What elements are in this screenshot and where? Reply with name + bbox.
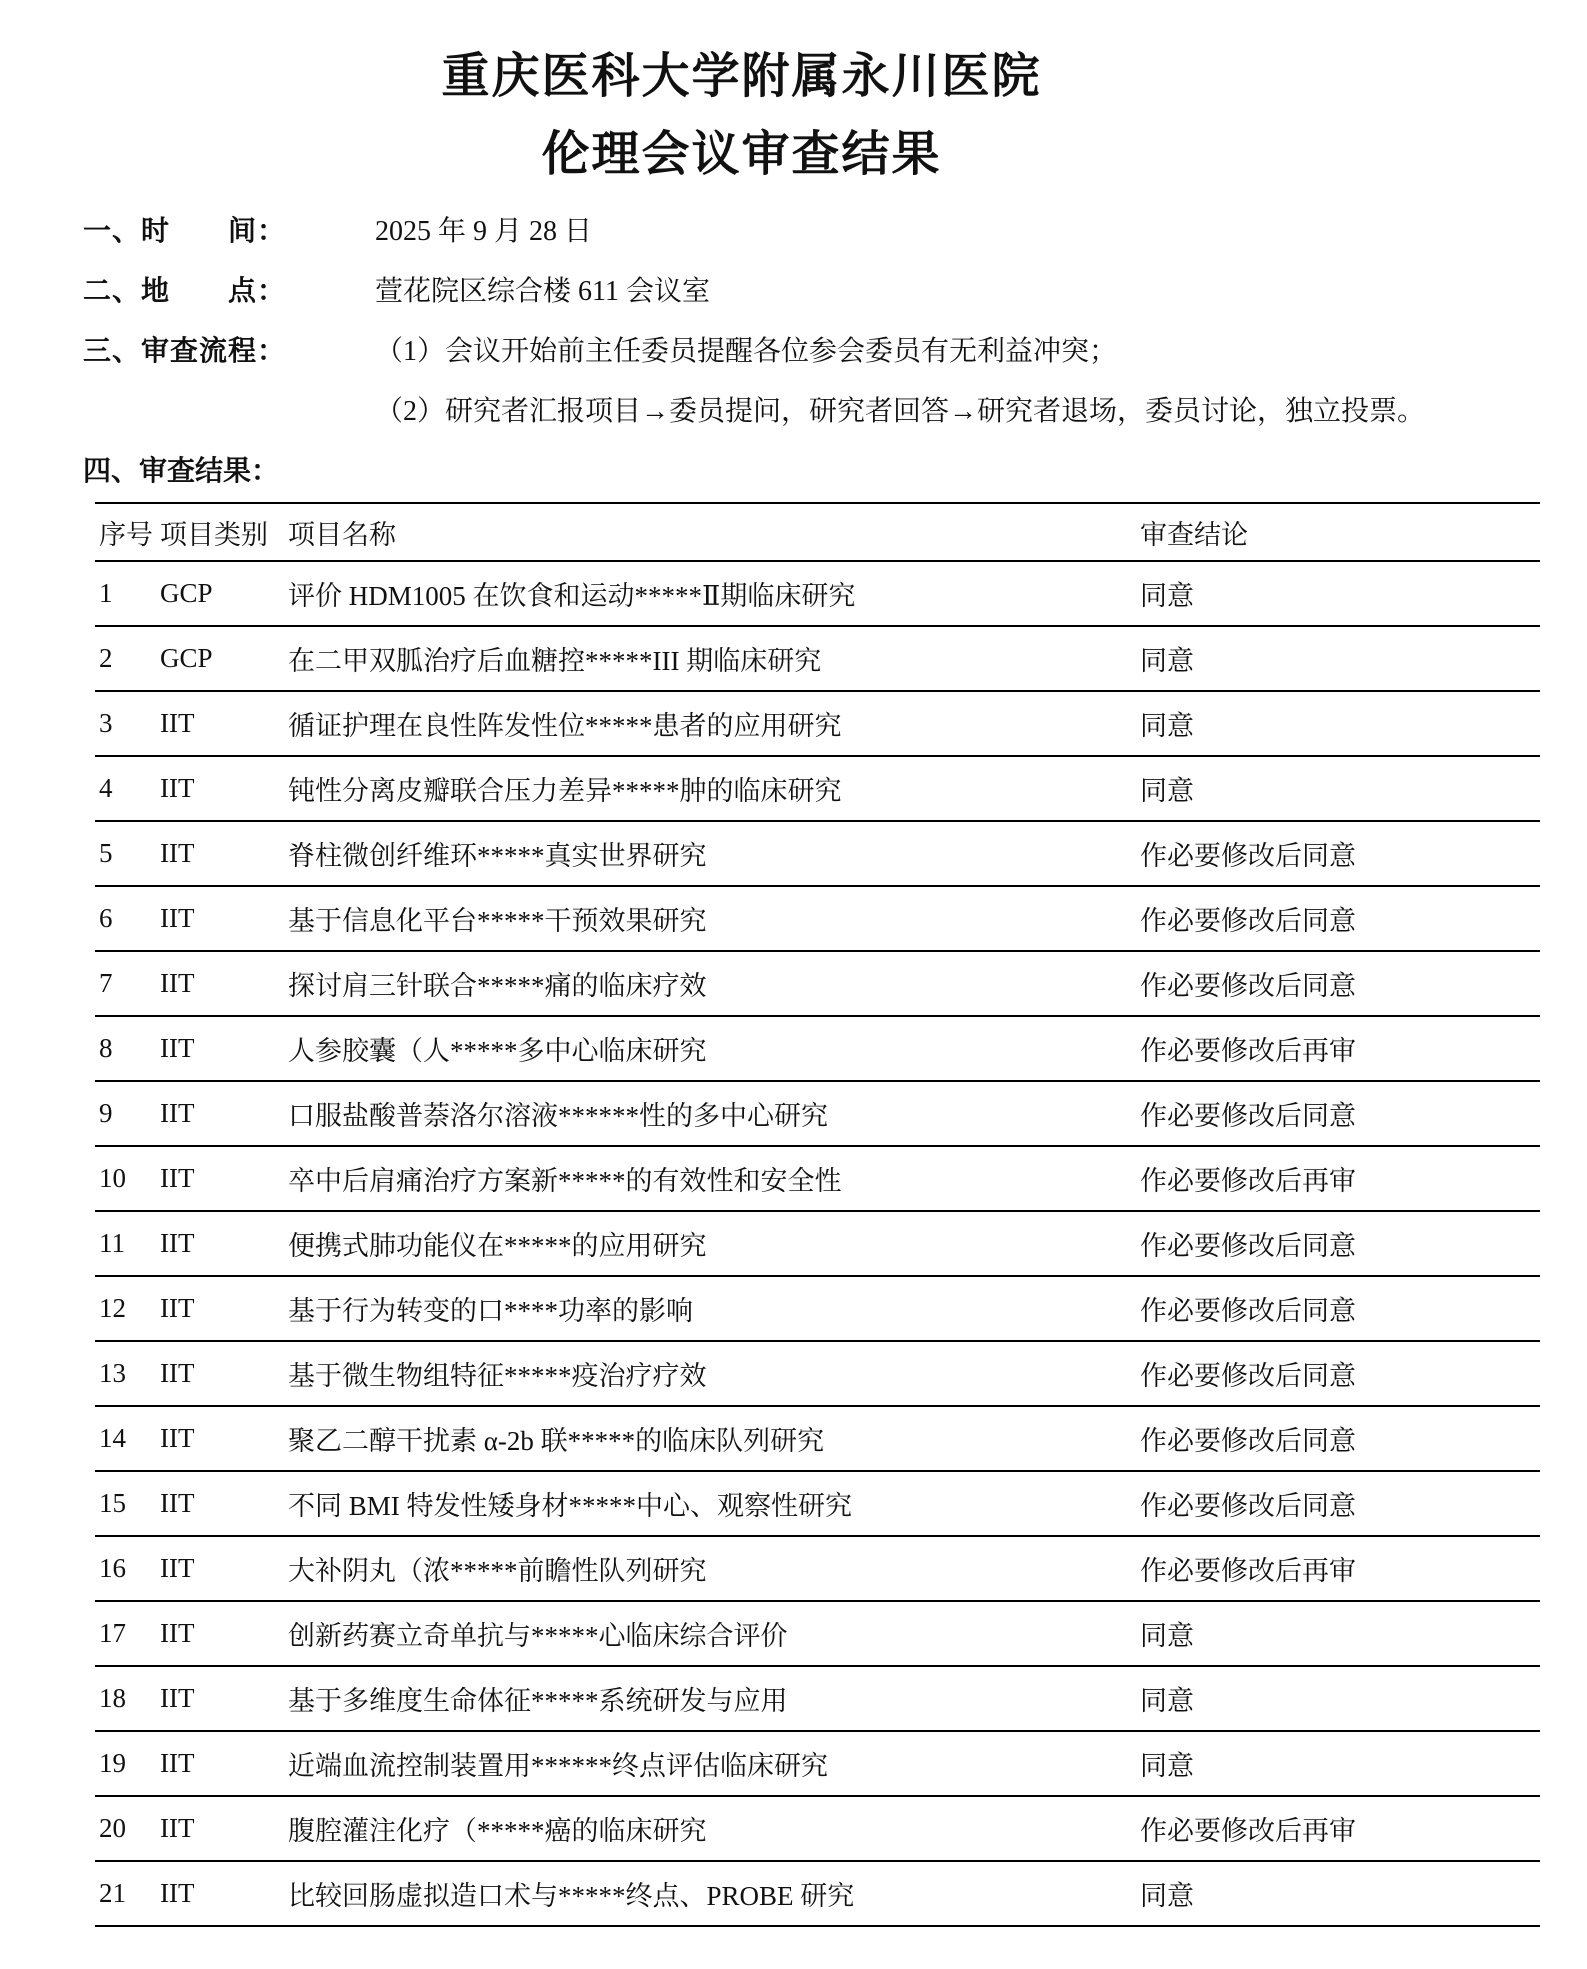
meta-process-line-2: [83, 397, 1540, 427]
row-category: IIT: [160, 1861, 288, 1926]
row-category: GCP: [160, 626, 288, 691]
meta-time-line: [83, 217, 1540, 247]
row-category: IIT: [160, 1601, 288, 1666]
row-conclusion: 作必要修改后同意: [1140, 951, 1540, 1016]
row-no: 15: [95, 1471, 160, 1536]
row-project-name: 基于行为转变的口****功率的影响: [288, 1276, 1140, 1341]
row-project-name: 基于信息化平台*****干预效果研究: [288, 886, 1140, 951]
row-project-name: 大补阴丸（浓*****前瞻性队列研究: [288, 1536, 1140, 1601]
table-row: [95, 886, 1540, 951]
meta-place-line: [83, 277, 1540, 307]
table-row: [95, 1081, 1540, 1146]
row-category: IIT: [160, 886, 288, 951]
table-row: [95, 1536, 1540, 1601]
table-row: [95, 561, 1540, 626]
row-no: 19: [95, 1731, 160, 1796]
table-row: [95, 1016, 1540, 1081]
row-conclusion: 作必要修改后再审: [1140, 1796, 1540, 1861]
row-project-name: 近端血流控制装置用******终点评估临床研究: [288, 1731, 1140, 1796]
place-value: 萱花院区综合楼 611 会议室: [375, 276, 710, 307]
title-line-2: 伦理会议审查结果: [541, 128, 942, 181]
col-header-name: 项目名称: [288, 503, 1140, 561]
table-row: [95, 1666, 1540, 1731]
row-no: 2: [95, 626, 160, 691]
row-no: 14: [95, 1406, 160, 1471]
row-conclusion: 作必要修改后同意: [1140, 821, 1540, 886]
time-value: 2025 年 9 月 28 日: [375, 216, 593, 247]
row-category: IIT: [160, 1471, 288, 1536]
col-header-no: 序号: [95, 503, 160, 561]
row-category: IIT: [160, 1666, 288, 1731]
row-category: IIT: [160, 1081, 288, 1146]
row-no: 8: [95, 1016, 160, 1081]
page-title: [13, 38, 1470, 194]
process-step-2: （2）研究者汇报项目→委员提问，研究者回答→研究者退场，委员讨论，独立投票。: [375, 396, 1426, 427]
row-conclusion: 同意: [1140, 1601, 1540, 1666]
row-conclusion: 同意: [1140, 1666, 1540, 1731]
row-no: 17: [95, 1601, 160, 1666]
table-row: [95, 756, 1540, 821]
table-row: [95, 1601, 1540, 1666]
col-header-conclusion: 审查结论: [1140, 503, 1540, 561]
meta-section: [83, 217, 1540, 487]
row-category: IIT: [160, 951, 288, 1016]
row-project-name: 基于多维度生命体征*****系统研发与应用: [288, 1666, 1140, 1731]
row-project-name: 创新药赛立奇单抗与*****心临床综合评价: [288, 1601, 1140, 1666]
results-section-label: 四、审查结果：: [83, 456, 280, 487]
row-category: IIT: [160, 691, 288, 756]
place-label: 二、地 点：: [83, 276, 287, 307]
table-row: [95, 1861, 1540, 1926]
table-row: [95, 1731, 1540, 1796]
row-conclusion: 同意: [1140, 1731, 1540, 1796]
process-step-1: （1）会议开始前主任委员提醒各位参会委员有无利益冲突；: [375, 336, 1118, 367]
table-row: [95, 1471, 1540, 1536]
row-project-name: 钝性分离皮瓣联合压力差异*****肿的临床研究: [288, 756, 1140, 821]
title-line-1: 重庆医科大学附属永川医院: [441, 50, 1042, 103]
row-conclusion: 作必要修改后同意: [1140, 886, 1540, 951]
table-row: [95, 691, 1540, 756]
row-no: 4: [95, 756, 160, 821]
row-category: IIT: [160, 756, 288, 821]
row-category: IIT: [160, 1211, 288, 1276]
row-no: 18: [95, 1666, 160, 1731]
row-category: IIT: [160, 821, 288, 886]
table-row: [95, 1146, 1540, 1211]
time-label: 一、时 间：: [83, 216, 287, 247]
row-category: IIT: [160, 1731, 288, 1796]
row-conclusion: 作必要修改后同意: [1140, 1276, 1540, 1341]
table-row: [95, 821, 1540, 886]
process-label-spacer: [83, 397, 375, 427]
table-row: [95, 626, 1540, 691]
row-project-name: 探讨肩三针联合*****痛的临床疗效: [288, 951, 1140, 1016]
row-project-name: 循证护理在良性阵发性位*****患者的应用研究: [288, 691, 1140, 756]
process-label: 三、审查流程：: [83, 336, 287, 367]
col-header-category: 项目类别: [160, 503, 288, 561]
row-no: 3: [95, 691, 160, 756]
table-row: [95, 951, 1540, 1016]
row-no: 5: [95, 821, 160, 886]
row-project-name: 评价 HDM1005 在饮食和运动*****Ⅱ期临床研究: [288, 561, 1140, 626]
row-conclusion: 同意: [1140, 691, 1540, 756]
table-header-row: [95, 503, 1540, 561]
row-project-name: 便携式肺功能仪在*****的应用研究: [288, 1211, 1140, 1276]
meta-process-line-1: [83, 337, 1540, 367]
row-project-name: 在二甲双胍治疗后血糖控*****III 期临床研究: [288, 626, 1140, 691]
row-no: 11: [95, 1211, 160, 1276]
review-results-table: [95, 502, 1540, 1927]
row-conclusion: 同意: [1140, 561, 1540, 626]
row-category: GCP: [160, 561, 288, 626]
row-no: 1: [95, 561, 160, 626]
row-project-name: 卒中后肩痛治疗方案新*****的有效性和安全性: [288, 1146, 1140, 1211]
row-category: IIT: [160, 1341, 288, 1406]
row-conclusion: 同意: [1140, 756, 1540, 821]
row-project-name: 聚乙二醇干扰素 α-2b 联*****的临床队列研究: [288, 1406, 1140, 1471]
row-conclusion: 作必要修改后再审: [1140, 1146, 1540, 1211]
table-row: [95, 1211, 1540, 1276]
row-category: IIT: [160, 1536, 288, 1601]
table-row: [95, 1276, 1540, 1341]
row-no: 6: [95, 886, 160, 951]
row-no: 13: [95, 1341, 160, 1406]
row-category: IIT: [160, 1276, 288, 1341]
row-no: 21: [95, 1861, 160, 1926]
table-row: [95, 1341, 1540, 1406]
table-row: [95, 1406, 1540, 1471]
row-project-name: 不同 BMI 特发性矮身材*****中心、观察性研究: [288, 1471, 1140, 1536]
row-category: IIT: [160, 1016, 288, 1081]
row-conclusion: 作必要修改后同意: [1140, 1406, 1540, 1471]
row-conclusion: 作必要修改后再审: [1140, 1536, 1540, 1601]
row-category: IIT: [160, 1146, 288, 1211]
row-conclusion: 作必要修改后同意: [1140, 1471, 1540, 1536]
row-no: 12: [95, 1276, 160, 1341]
table-row: [95, 1796, 1540, 1861]
row-no: 20: [95, 1796, 160, 1861]
row-conclusion: 同意: [1140, 1861, 1540, 1926]
row-no: 7: [95, 951, 160, 1016]
row-no: 16: [95, 1536, 160, 1601]
row-conclusion: 作必要修改后同意: [1140, 1341, 1540, 1406]
row-conclusion: 同意: [1140, 626, 1540, 691]
row-conclusion: 作必要修改后同意: [1140, 1081, 1540, 1146]
row-no: 10: [95, 1146, 160, 1211]
row-project-name: 腹腔灌注化疗（*****癌的临床研究: [288, 1796, 1140, 1861]
row-project-name: 比较回肠虚拟造口术与*****终点、PROBE 研究: [288, 1861, 1140, 1926]
row-category: IIT: [160, 1796, 288, 1861]
row-project-name: 脊柱微创纤维环*****真实世界研究: [288, 821, 1140, 886]
row-project-name: 人参胶囊（人*****多中心临床研究: [288, 1016, 1140, 1081]
row-conclusion: 作必要修改后再审: [1140, 1016, 1540, 1081]
row-conclusion: 作必要修改后同意: [1140, 1211, 1540, 1276]
row-category: IIT: [160, 1406, 288, 1471]
row-project-name: 基于微生物组特征*****疫治疗疗效: [288, 1341, 1140, 1406]
row-project-name: 口服盐酸普萘洛尔溶液******性的多中心研究: [288, 1081, 1140, 1146]
row-no: 9: [95, 1081, 160, 1146]
